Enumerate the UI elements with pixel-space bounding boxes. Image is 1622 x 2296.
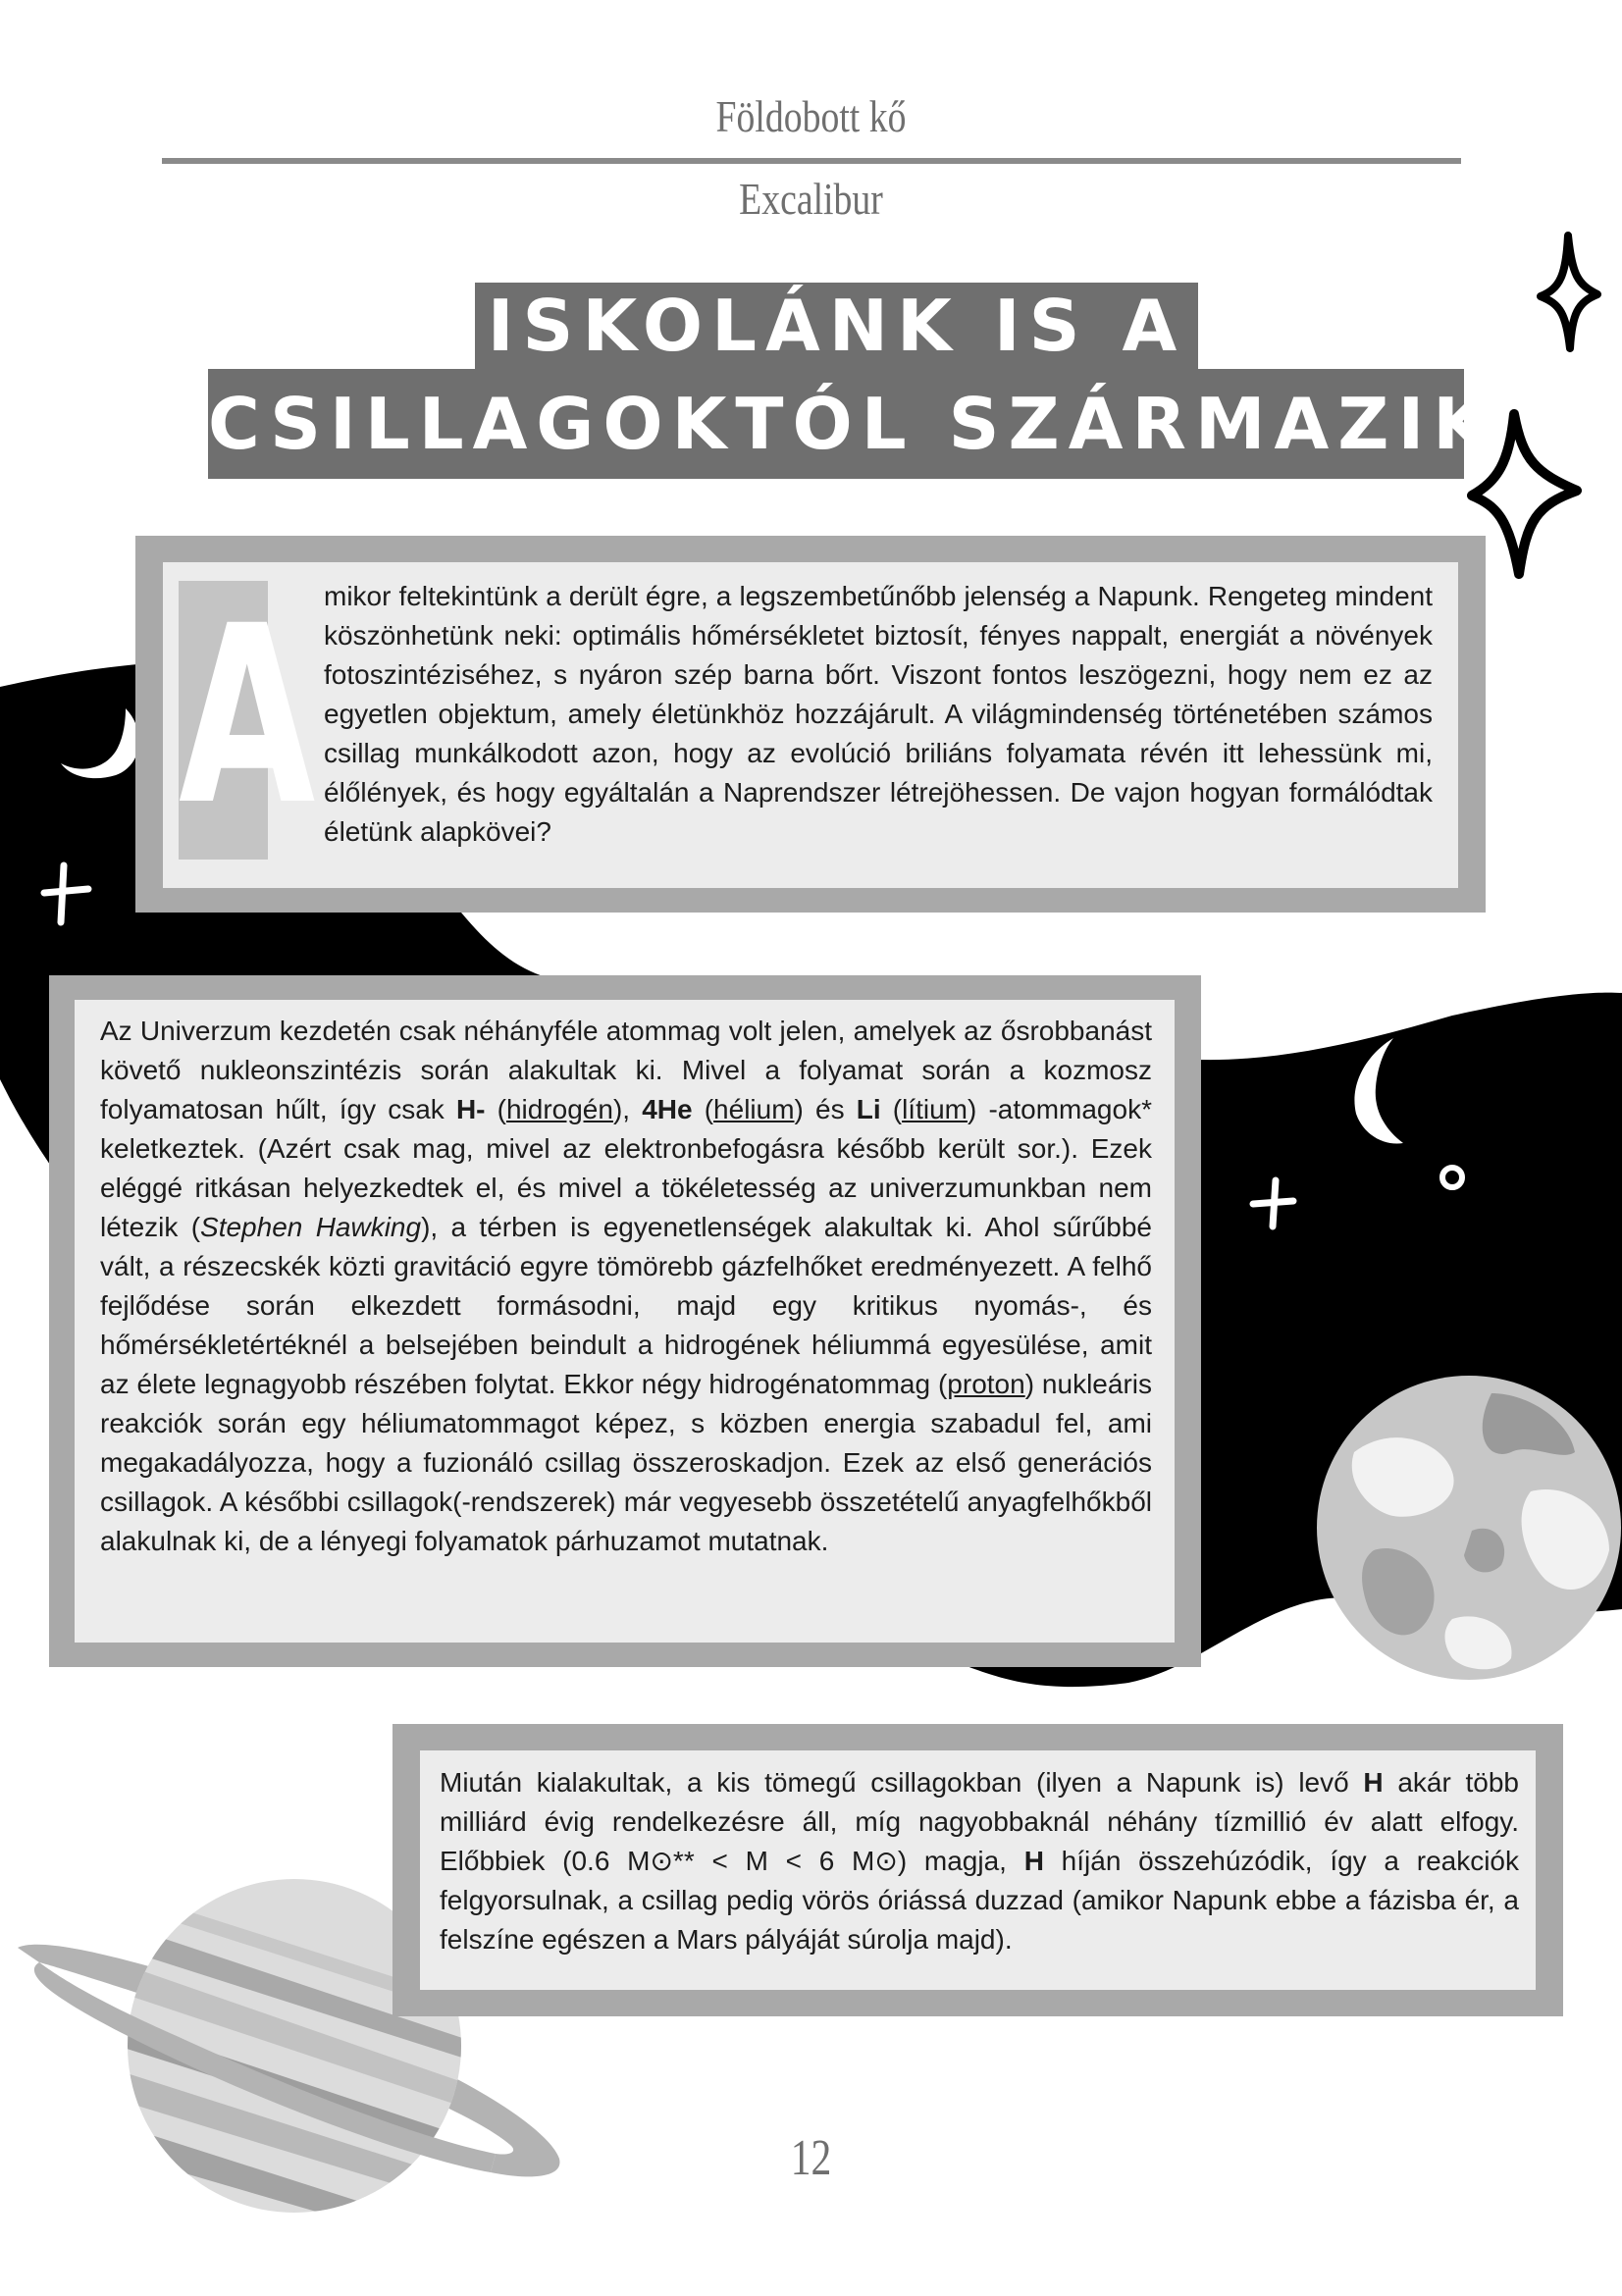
lithium-symbol: Li	[856, 1094, 881, 1124]
hydrogen-symbol: H	[1023, 1846, 1044, 1876]
helium-symbol: 4He	[642, 1094, 693, 1124]
hydrogen-symbol: H-	[455, 1094, 486, 1124]
outline-star-small	[1541, 235, 1597, 348]
drop-cap: A	[179, 573, 316, 859]
proton-link[interactable]: proton	[947, 1369, 1025, 1399]
lithium-link[interactable]: lítium	[902, 1094, 968, 1124]
header-rule	[162, 158, 1461, 164]
section-label: Excalibur	[739, 174, 883, 224]
evolution-paragraph: Miután kialakultak, a kis tömegű csillagokban (ilyen a Napunk is) levő H akár több milliárd évig rendelkezésre áll, míg nagyobbaknál néhány tízmillió év alatt elfogy. Előbbiek (0.6 M⊙** < M < 6 M⊙) magja, H híján összehúzódik, így a reakciók felgyorsulnak, a csillag pedig vörös óriássá duzzad (amikor Napunk ebbe a fázisba ér, a felszíne egészen a Mars pályáját súrolja majd).	[440, 1767, 1520, 1955]
intro-paragraph: mikor feltekintünk a derült égre, a legszembetűnőbb jelenség a Napunk. Rengeteg mindent köszönhetünk neki: optimális hőmérsékletet biztosít, fényes nappalt, energiát a növények fotoszintéziséhez, s nyáron szép barna bőrt. Viszont fontos leszögezni, hogy nem ez az egyetlen objektum, amely életünkhöz hozzájárult. A világmindenség történetében számos csillag munkálkodott azon, hogy az evolúció briliáns folyamata révén itt lehessünk mi, élőlények, és hogy egyáltalán a Naprendszer létrejöhessen. De vajon hogyan formálódtak életünk alapkövei?	[324, 581, 1433, 847]
mottled-planet	[1317, 1376, 1621, 1680]
universe-paragraph: Az Univerzum kezdetén csak néhányféle atommag volt jelen, amelyek az ősrobbanást követő nukleonszintézis során alakultak ki. Mivel a folyamat során a kozmosz folyamatosan hűlt, így csak H- (hidrogén), 4He (hélium) és Li (lítium) -atommagok* keletkeztek. (Azért csak mag, mivel az elektronbefogásra később került sor.). Ezek eléggé ritkásan helyezkedtek el, és mivel a tökéletesség az univerzumunkban nem létezik (Stephen Hawking), a térben is egyenetlenségek alakultak ki. Ahol sűrűbbé vált, a részecskék közti gravitáció egyre tömörebb gázfelhőket eredményezett. A felhő fejlődése során elkezdett formásodni, majd egy kritikus nyomás-, és hőmérsékletértéknél a belsejében beindult a hidrogének héliummá egyesülése, amit az élete legnagyobb részében folytat. Ekkor négy hidrogénatommag (proton) nukleáris reakciók során egy héliumatommagot képez, s közben energia szabadul fel, ami megakadályozza, hogy a fuzionáló csillag összeroskadjon. Ezek az első generációs csillagok. A későbbi csillagok(-rendszerek) már vegyesebb összetételű anyagfelhőkből alakulnak ki, de a lényegi folyamatok párhuzamot mutatnak.	[100, 1016, 1153, 1556]
title-line-1: ISKOLÁNK IS A	[475, 283, 1198, 369]
hawking-citation: Stephen Hawking	[200, 1212, 422, 1242]
title-line-2: CSILLAGOKTÓL SZÁRMAZIK	[208, 369, 1464, 479]
hydrogen-symbol: H	[1363, 1767, 1384, 1798]
helium-link[interactable]: hélium	[713, 1094, 795, 1124]
page-number: 12	[790, 2130, 832, 2186]
hydrogen-link[interactable]: hidrogén	[505, 1094, 613, 1124]
kicker: Földobott kő	[715, 91, 907, 141]
